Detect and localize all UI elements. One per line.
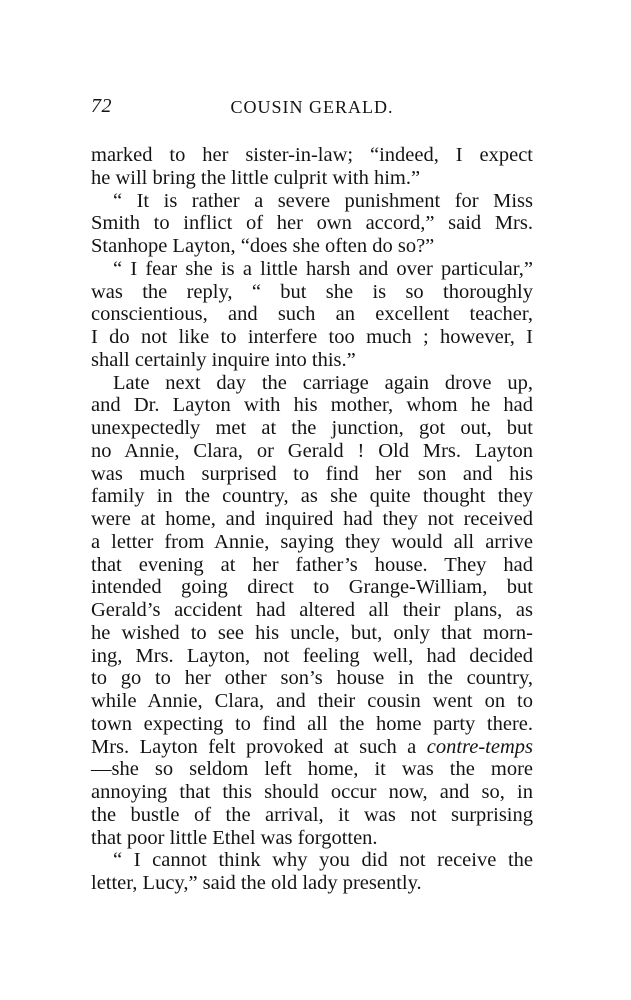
text-line: family in the country, as she quite thought they (91, 485, 533, 508)
text-line: I do not like to interfere too much ; however, I (91, 326, 533, 348)
text-line: unexpectedly met at the junction, got out, but (91, 417, 533, 439)
text-line: Smith to inflict of her own accord,” said Mrs. (91, 212, 533, 235)
text-line: while Annie, Clara, and their cousin went on to (91, 690, 533, 712)
text-line: no Annie, Clara, or Gerald ! Old Mrs. Layton (91, 439, 533, 462)
text-line-with-italic (91, 736, 533, 759)
text-line: conscientious, and such an excellent teacher, (91, 303, 533, 326)
page-header (91, 95, 533, 125)
text-line: ing, Mrs. Layton, not feeling well, had decided (91, 644, 533, 667)
text-line: Late next day the carriage again drove up, (113, 371, 533, 394)
text-line: “ It is rather a severe punishment for Miss (113, 189, 533, 212)
text-line: he wished to see his uncle, but, only that morn- (91, 621, 533, 644)
text-line: were at home, and inquired had they not received (91, 508, 533, 530)
text-line: that evening at her father’s house. They had (91, 553, 533, 576)
text-line: Stanhope Layton, “does she often do so?” (91, 235, 435, 257)
text-line: “ I cannot think why you did not receive the (113, 849, 533, 872)
text-line: town expecting to find all the home party there. (91, 712, 533, 735)
italic-phrase: contre-temps (426, 735, 534, 758)
text-line: marked to her sister-in-law; “indeed, I expect (91, 144, 533, 166)
text-line: shall certainly inquire into this.” (91, 348, 356, 371)
text-line-part: Mrs. Layton felt provoked at such a (91, 735, 417, 758)
page-number: 72 (91, 95, 112, 117)
text-line: a letter from Annie, saying they would all arrive (91, 530, 533, 553)
text-line: Gerald’s accident had altered all their plans, as (91, 599, 533, 621)
text-line: to go to her other son’s house in the country, (91, 667, 533, 690)
text-line: was much surprised to find her son and his (91, 462, 533, 485)
text-line: and Dr. Layton with his mother, whom he had (91, 394, 533, 417)
text-line: —she so seldom left home, it was the more (91, 758, 533, 781)
text-line: annoying that this should occur now, and so, in (91, 781, 533, 803)
text-line: intended going direct to Grange-William, but (91, 576, 533, 599)
text-line: was the reply, “ but she is so thoroughly (91, 280, 533, 303)
text-line: that poor little Ethel was forgotten. (91, 826, 378, 849)
text-line: letter, Lucy,” said the old lady presently. (91, 872, 422, 894)
text-line: the bustle of the arrival, it was not surprising (91, 803, 533, 826)
text-line: he will bring the little culprit with him.” (91, 166, 421, 189)
running-head: COUSIN GERALD. (230, 97, 394, 117)
text-line: “ I fear she is a little harsh and over particular,” (113, 257, 533, 280)
page-body (91, 144, 533, 895)
